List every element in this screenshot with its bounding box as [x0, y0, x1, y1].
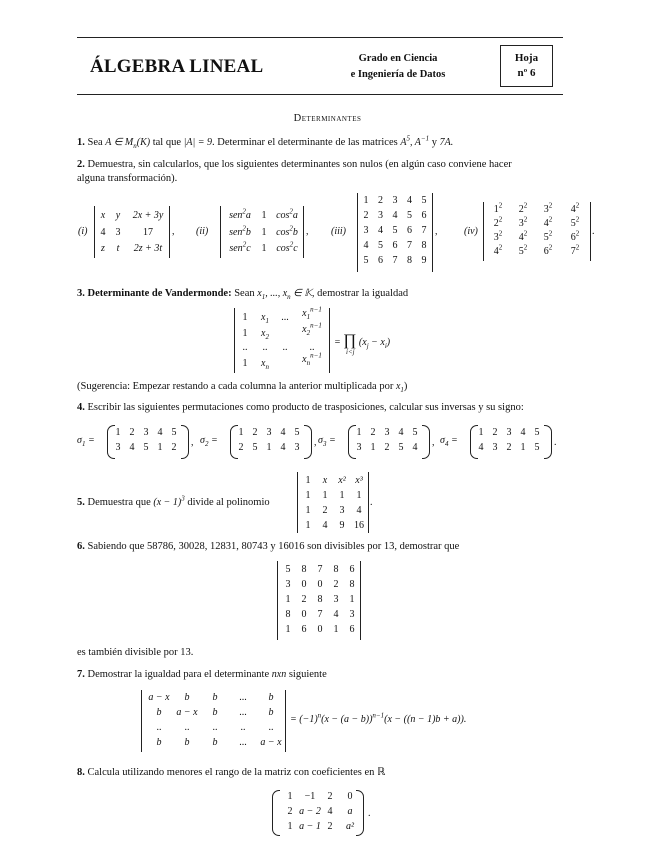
permutation-cell: 1	[356, 427, 362, 438]
det-ex6-cell: 4	[333, 609, 339, 620]
permutation-cell: 3	[492, 442, 498, 453]
det-ex5-cell: 16	[354, 520, 364, 531]
vdm-cell: $x_2$	[261, 328, 269, 341]
det-ex6-cell: 8	[301, 564, 307, 575]
det-iii-cell: 9	[421, 255, 427, 266]
permutation-cell: 4	[412, 442, 418, 453]
vdm-cell: $x_n$	[261, 358, 269, 371]
determinant-ex7	[141, 690, 286, 752]
det-ii-cell: $\cos^2b$	[276, 224, 298, 238]
det-ex6-cell: 3	[333, 594, 339, 605]
det-iii-cell: 4	[407, 195, 412, 206]
permutation-cell: 2	[492, 427, 498, 438]
det-ex5-cell: 9	[339, 520, 345, 531]
exercise-1-number: 1.	[77, 137, 85, 148]
det-iii-cell: 2	[378, 195, 383, 206]
det-ex5-cell: 1	[305, 475, 311, 486]
det-ex5-cell: 1	[322, 490, 328, 501]
separator: ,	[432, 437, 435, 448]
vdm-cell: ..	[309, 342, 315, 353]
det-iv-cell: $4^2$	[570, 201, 580, 215]
det-ii-cell: 1	[261, 210, 267, 221]
det-ex6-cell: 8	[349, 579, 355, 590]
permutation-cell: 4	[280, 442, 286, 453]
det-iii-cell: 4	[363, 240, 369, 251]
det-ex7-cell: b	[184, 692, 190, 703]
vandermonde-determinant	[234, 305, 330, 373]
permutation-cell: 2	[252, 427, 258, 438]
exercise-4	[77, 401, 524, 415]
det-iii-cell: 5	[407, 210, 412, 221]
det-ex7-cell: ..	[240, 722, 246, 733]
det-iv-cell: $3^2$	[493, 229, 503, 243]
det-ex7-cell: b	[268, 707, 274, 718]
det-ex7-cell: a − x	[260, 737, 282, 748]
exercise-1-text-d: y	[431, 137, 437, 148]
matrix-ex8-cell: −1	[304, 791, 316, 802]
det-iv-cell: $2^2$	[493, 215, 503, 229]
header-top-rule	[77, 37, 563, 38]
det-ex5-cell: 1	[339, 490, 345, 501]
det-iv-cell: $5^2$	[518, 243, 528, 257]
det-ex7-cell: ..	[268, 722, 274, 733]
det-ex6-cell: 1	[333, 624, 339, 635]
exercise-3-vars: $x_1$, ..., $x_n$ ∈ 𝕂	[257, 288, 312, 301]
det-ii-cell: $\cos^2c$	[276, 240, 298, 254]
det-ex7-cell: b	[212, 737, 218, 748]
exercise-1	[77, 136, 453, 150]
vdm-cell: $x_1$	[261, 312, 269, 325]
matrix-ex8	[276, 790, 362, 836]
course-title: ÁLGEBRA LINEAL	[90, 56, 264, 77]
permutation-name: $\sigma_1$ =	[77, 435, 95, 448]
permutation-cell: 4	[280, 427, 286, 438]
permutation-cell: 2	[238, 442, 244, 453]
exercise-2-number: 2.	[77, 159, 85, 170]
comma: ,	[306, 226, 309, 237]
period: .	[368, 808, 371, 819]
exercise-7-nxn: nxn	[271, 669, 287, 680]
vdm-cell: $x_2^{n-1}$	[302, 321, 322, 337]
det-ex6-cell: 3	[349, 609, 355, 620]
det-iv-cell: $7^2$	[570, 243, 580, 257]
matrix-ex8-cell: 2	[327, 791, 333, 802]
permutation-3	[318, 425, 438, 459]
det-iii-cell: 3	[378, 210, 383, 221]
det-ex7-cell: ..	[184, 722, 190, 733]
determinant-ii	[220, 206, 304, 258]
permutation-cell: 3	[356, 442, 362, 453]
det-i-cell: 4	[100, 227, 106, 238]
det-ex7-cell: ..	[212, 722, 218, 733]
permutation-symbol: σ	[318, 435, 323, 446]
exercise-7	[77, 668, 327, 682]
permutation-cell: 4	[398, 427, 404, 438]
permutation-index: 1	[81, 440, 86, 448]
vdm-cell: ..	[282, 342, 288, 353]
product-index: i<j	[346, 348, 355, 356]
det-iii-cell: 6	[407, 225, 412, 236]
determinant-i	[94, 206, 170, 258]
permutation-cell: 3	[115, 442, 121, 453]
exercise-1-matrices: $A^5$, $A^{-1}$	[400, 134, 430, 148]
det-ex6-cell: 1	[349, 594, 355, 605]
permutation-index: 3	[322, 440, 327, 448]
exercise-3-hint: (Sugerencia: Empezar restando a cada columna la anterior multiplicada por $x_1$)	[77, 381, 408, 394]
det-iv-cell: $3^2$	[518, 215, 528, 229]
det-ex6-cell: 8	[317, 594, 323, 605]
det-ex5-cell: 1	[305, 490, 311, 501]
permutation-name: $\sigma_2$ =	[200, 435, 218, 448]
det-ex7-cell: b	[212, 692, 218, 703]
matrix-ex8-cell: a − 2	[299, 806, 321, 817]
det-iii-cell: 7	[392, 255, 398, 266]
det-iv-cell: $6^2$	[570, 229, 580, 243]
permutation-cell: 1	[238, 427, 244, 438]
det-ii-cell: sen$^2$a	[229, 207, 251, 221]
det-i-cell: 3	[115, 227, 121, 238]
exercise-6	[77, 540, 459, 554]
det-iii-cell: 4	[378, 225, 383, 236]
det-ii-cell: sen$^2$c	[229, 240, 251, 254]
exercise-4-text: Escribir las siguientes permutaciones como producto de trasposiciones, calcular sus inversas y su signo:	[87, 402, 524, 413]
matrix-ex8-cell: 4	[327, 806, 333, 817]
det-iii-cell: 6	[392, 240, 398, 251]
permutation-cell: 2	[370, 427, 376, 438]
exercise-7-number: 7.	[77, 669, 85, 680]
det-i-cell: 2x + 3y	[132, 210, 164, 221]
permutation-name: $\sigma_3$ =	[318, 435, 336, 448]
permutation-4	[440, 425, 560, 459]
permutation-cell: 1	[478, 427, 484, 438]
det-iii-cell: 3	[392, 195, 398, 206]
vdm-cell: ..	[262, 342, 268, 353]
permutation-cell: 5	[412, 427, 418, 438]
determinant-ex6	[277, 561, 361, 640]
exercise-7-result: = $(-1)^n(x - (a - b))^{n-1}(x - ((n - 1)b + a))$.	[290, 711, 467, 725]
exercise-5-number: 5.	[77, 497, 85, 508]
exercise-3-number: 3.	[77, 288, 85, 299]
permutation-cell: 1	[266, 442, 272, 453]
exercise-3-text-a: Sean	[234, 288, 255, 299]
det-iii-cell: 1	[363, 195, 369, 206]
sheet-number-box	[500, 45, 553, 87]
matrix-ex8-cell: a − 1	[299, 821, 321, 832]
matrix-ex8-cell: a²	[346, 821, 354, 832]
degree-line2: e Ingeniería de Datos	[350, 69, 446, 80]
permutation-right-paren	[422, 425, 430, 459]
det-ex6-cell: 8	[285, 609, 291, 620]
determinant-ex5	[297, 472, 369, 533]
matrix-right-paren	[356, 790, 364, 836]
det-label-iv: (iv)	[464, 226, 478, 237]
permutation-cell: 1	[520, 442, 526, 453]
det-ex7-cell: ...	[239, 707, 247, 718]
det-ex6-cell: 6	[349, 564, 355, 575]
sheet-label: Hoja	[514, 52, 539, 64]
det-iv-cell: $1^2$	[493, 201, 503, 215]
permutation-cell: 3	[143, 427, 149, 438]
det-ii-cell: $\cos^2a$	[276, 207, 298, 221]
det-ex7-cell: a − x	[148, 692, 170, 703]
det-i-cell: y	[115, 210, 121, 221]
matrix-ex8-cell: 2	[287, 806, 293, 817]
det-ex6-cell: 2	[333, 579, 339, 590]
exercise-2-line1: Demuestra, sin calcularlos, que los siguientes determinantes son nulos (en algún caso conviene hacer	[87, 159, 512, 170]
exercise-2-line2: alguna transformación).	[77, 173, 178, 184]
det-label-i: (i)	[78, 226, 88, 237]
permutation-cell: 4	[129, 442, 135, 453]
permutation-name: $\sigma_4$ =	[440, 435, 458, 448]
permutation-cell: 3	[266, 427, 272, 438]
permutation-cell: 5	[171, 427, 177, 438]
det-ex7-cell: b	[156, 707, 162, 718]
det-iv-cell: $5^2$	[570, 215, 580, 229]
determinant-iv	[483, 202, 591, 261]
permutation-cell: 2	[129, 427, 135, 438]
exercise-1-math: A ∈ $M_n(K)$	[105, 137, 151, 150]
exercise-3-text-b: , demostrar la igualdad	[311, 288, 409, 299]
degree-name	[323, 51, 473, 83]
det-i-cell: t	[116, 243, 120, 254]
degree-line1: Grado en Ciencia	[358, 53, 438, 64]
det-ex6-cell: 7	[317, 609, 323, 620]
header-bottom-rule	[77, 94, 563, 95]
det-i-cell: z	[101, 243, 105, 254]
det-iii-cell: 7	[407, 240, 412, 251]
comma: ,	[435, 226, 438, 237]
exercise-6-text: Sabiendo que 58786, 30028, 12831, 80743 y 16016 son divisibles por 13, demostrar que	[87, 541, 460, 552]
vdm-cell: 1	[242, 328, 248, 339]
det-ex7-cell: ...	[239, 692, 247, 703]
det-ex7-cell: ...	[239, 737, 247, 748]
permutation-2	[200, 425, 320, 459]
permutation-cell: 2	[384, 442, 390, 453]
permutation-symbol: σ	[200, 435, 205, 446]
det-ex6-cell: 8	[333, 564, 339, 575]
det-iv-cell: $2^2$	[518, 201, 528, 215]
det-iii-cell: 5	[421, 195, 427, 206]
permutation-index: 2	[204, 440, 209, 448]
det-ex6-cell: 0	[301, 579, 307, 590]
det-ex6-cell: 7	[317, 564, 323, 575]
det-iii-cell: 8	[407, 255, 412, 266]
matrix-ex8-cell: 2	[327, 821, 333, 832]
exercise-5-text-b: divide al polinomio	[187, 497, 270, 508]
det-label-iii: (iii)	[331, 226, 346, 237]
det-ex5-cell: 4	[356, 505, 362, 516]
det-iii-cell: 6	[421, 210, 427, 221]
det-ex7-cell: b	[212, 707, 218, 718]
permutation-right-paren	[544, 425, 552, 459]
det-ex5-cell: 4	[322, 520, 328, 531]
exercise-2	[77, 158, 512, 172]
det-ex7-cell: b	[184, 737, 190, 748]
exercise-1-text-b: tal que	[152, 137, 182, 148]
det-ex7-cell: b	[268, 692, 274, 703]
permutation-right-paren	[181, 425, 189, 459]
exercise-1-text-a: Sea	[87, 137, 103, 148]
exercise-1-det-value: |A| = 9	[183, 137, 212, 148]
det-ex5-cell: 1	[305, 505, 311, 516]
vdm-cell: 1	[242, 358, 248, 369]
vdm-cell: $x_1^{n-1}$	[302, 305, 322, 321]
det-label-ii: (ii)	[196, 226, 209, 237]
det-ex5-cell: 1	[356, 490, 362, 501]
det-ex6-cell: 6	[301, 624, 307, 635]
det-ex6-cell: 0	[301, 609, 307, 620]
exercise-3-title: Determinante de Vandermonde:	[87, 288, 232, 299]
sheet-number: nº 6	[517, 67, 536, 79]
det-iv-cell: $5^2$	[543, 229, 553, 243]
det-iv-cell: $4^2$	[493, 243, 503, 257]
det-ii-cell: sen$^2$b	[229, 224, 251, 238]
hint-var: $x_1$	[395, 381, 404, 394]
vdm-cell: ...	[281, 312, 289, 323]
exercise-8-number: 8.	[77, 767, 85, 778]
det-iv-cell: $3^2$	[543, 201, 553, 215]
det-ex5-cell: 2	[322, 505, 328, 516]
det-iii-cell: 5	[378, 240, 383, 251]
det-ex6-cell: 1	[285, 624, 291, 635]
exercise-7-text-a: Demostrar la igualdad para el determinante	[87, 669, 270, 680]
exercise-1-text-c: . Determinar el determinante de las matrices	[212, 137, 398, 148]
permutation-cell: 5	[143, 442, 149, 453]
separator: ,	[191, 437, 194, 448]
permutation-cell: 5	[252, 442, 258, 453]
det-iv-cell: $4^2$	[543, 215, 553, 229]
period: .	[592, 226, 595, 237]
det-ex6-cell: 5	[285, 564, 291, 575]
det-ex5-cell: x³	[355, 475, 363, 486]
hint-text: (Sugerencia: Empezar restando a cada columna la anterior multiplicada por	[77, 381, 394, 392]
det-ex6-cell: 6	[349, 624, 355, 635]
permutation-cell: 1	[370, 442, 376, 453]
vdm-cell: 1	[242, 312, 248, 323]
det-ex5-cell: 1	[305, 520, 311, 531]
det-ex6-cell: 0	[317, 624, 323, 635]
det-ex5-cell: x	[322, 475, 328, 486]
det-ex7-cell: ..	[156, 722, 162, 733]
permutation-cell: 4	[478, 442, 484, 453]
permutation-cell: 3	[384, 427, 390, 438]
period: .	[370, 497, 373, 508]
exercise-3	[77, 287, 408, 301]
separator: .	[554, 437, 557, 448]
det-ii-cell: 1	[261, 243, 267, 254]
det-ex6-cell: 1	[285, 594, 291, 605]
comma: ,	[172, 226, 175, 237]
det-iv-cell: $6^2$	[543, 243, 553, 257]
vandermonde-result: = ∏ $(x_j - x_i)$	[334, 332, 391, 350]
det-ex6-cell: 2	[301, 594, 307, 605]
vdm-cell: $x_n^{n-1}$	[302, 351, 322, 367]
permutation-right-paren	[304, 425, 312, 459]
exercise-8-text: Calcula utilizando menores el rango de la matriz con coeficientes en ℝ	[87, 767, 386, 778]
det-iii-cell: 2	[363, 210, 369, 221]
permutation-cell: 5	[534, 442, 540, 453]
det-ii-cell: 1	[261, 227, 267, 238]
permutation-cell: 1	[157, 442, 163, 453]
permutation-cell: 2	[171, 442, 177, 453]
det-ex6-cell: 3	[285, 579, 291, 590]
vdm-cell: ..	[242, 342, 248, 353]
det-iii-cell: 4	[392, 210, 398, 221]
permutation-symbol: σ	[440, 435, 445, 446]
det-iv-cell: $4^2$	[518, 229, 528, 243]
permutation-cell: 1	[115, 427, 121, 438]
det-iii-cell: 6	[378, 255, 383, 266]
det-iii-cell: 5	[392, 225, 398, 236]
matrix-ex8-cell: 1	[287, 791, 293, 802]
det-i-cell: 17	[143, 227, 153, 238]
permutation-cell: 5	[534, 427, 540, 438]
exercise-6-after: es también divisible por 13.	[77, 647, 194, 658]
exercise-8	[77, 766, 385, 780]
separator: ,	[314, 437, 317, 448]
permutation-cell: 2	[506, 442, 512, 453]
exercise-4-number: 4.	[77, 402, 85, 413]
section-title: Determinantes	[293, 113, 362, 124]
exercise-1-7a: 7A.	[439, 137, 454, 148]
exercise-5	[77, 496, 270, 510]
det-i-cell: x	[100, 210, 106, 221]
det-iii-cell: 3	[363, 225, 369, 236]
permutation-1	[77, 425, 197, 459]
matrix-ex8-cell: 1	[287, 821, 293, 832]
det-ex5-cell: 3	[339, 505, 345, 516]
matrix-ex8-cell: a	[347, 806, 353, 817]
permutation-cell: 3	[506, 427, 512, 438]
det-iii-cell: 5	[363, 255, 369, 266]
permutation-index: 4	[444, 440, 449, 448]
permutation-cell: 4	[520, 427, 526, 438]
determinant-iii	[357, 193, 433, 272]
permutation-cell: 3	[294, 442, 300, 453]
det-i-cell: 2z + 3t	[133, 243, 163, 254]
permutation-cell: 5	[398, 442, 404, 453]
exercise-6-number: 6.	[77, 541, 85, 552]
permutation-cell: 5	[294, 427, 300, 438]
matrix-ex8-cell: 0	[347, 791, 353, 802]
exercise-5-text-a: Demuestra que	[87, 497, 151, 508]
permutation-symbol: σ	[77, 435, 82, 446]
exercise-5-poly: $(x - 1)^3$	[153, 494, 185, 508]
exercise-7-text-b: siguiente	[288, 669, 327, 680]
det-ex7-cell: b	[156, 737, 162, 748]
permutation-cell: 4	[157, 427, 163, 438]
det-ex7-cell: a − x	[176, 707, 198, 718]
det-iii-cell: 8	[421, 240, 427, 251]
det-ex5-cell: x²	[338, 475, 346, 486]
det-ex6-cell: 0	[317, 579, 323, 590]
det-iii-cell: 7	[421, 225, 427, 236]
